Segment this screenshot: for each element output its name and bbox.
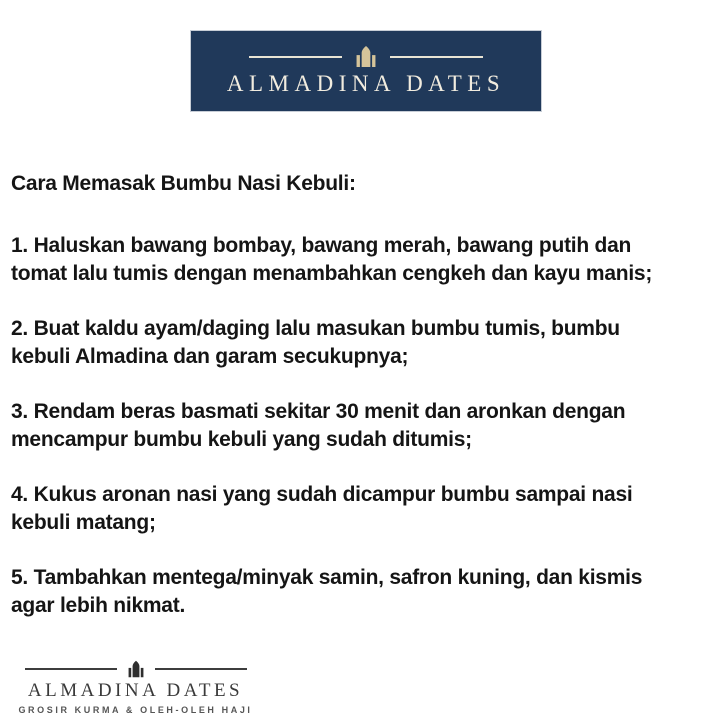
logo-ornament <box>239 45 493 68</box>
footer-brand-logo <box>17 660 254 715</box>
step-line: agar lebih nikmat. <box>11 594 186 617</box>
brand-tagline: GROSIR KURMA & OLEH-OLEH HAJI <box>18 705 253 715</box>
step-line: mencampur bumbu kebuli yang sudah ditumis; <box>11 428 472 451</box>
step-line: 4. Kukus aronan nasi yang sudah dicampur bumbu sampai nasi <box>11 483 633 506</box>
brand-name: ALMADINA DATES <box>27 680 244 701</box>
header-brand-logo <box>191 31 541 111</box>
step-1 <box>11 232 723 288</box>
step-line: 3. Rendam beras basmati sekitar 30 menit dan aronkan dengan <box>11 400 626 423</box>
step-line: 2. Buat kaldu ayam/daging lalu masukan bumbu tumis, bumbu <box>11 317 620 340</box>
logo-ornament <box>17 660 255 678</box>
step-line: kebuli matang; <box>11 511 156 534</box>
building-dome-icon <box>352 45 380 68</box>
ornament-rule-left <box>25 668 117 670</box>
ornament-rule-right <box>155 668 247 670</box>
step-4 <box>11 481 723 537</box>
step-5 <box>11 564 723 620</box>
step-line: 1. Haluskan bawang bombay, bawang merah, bawang putih dan <box>11 234 632 257</box>
ornament-rule-left <box>249 56 342 58</box>
instructions-title: Cara Memasak Bumbu Nasi Kebuli: <box>11 172 356 195</box>
brand-name: ALMADINA DATES <box>226 71 506 96</box>
ornament-rule-right <box>390 56 483 58</box>
step-2 <box>11 315 723 371</box>
step-line: kebuli Almadina dan garam secukupnya; <box>11 345 409 368</box>
building-dome-icon <box>125 660 147 678</box>
step-3 <box>11 398 723 454</box>
step-line: tomat lalu tumis dengan menambahkan cengkeh dan kayu manis; <box>11 262 653 285</box>
recipe-instructions <box>11 170 723 647</box>
step-line: 5. Tambahkan mentega/minyak samin, safron kuning, dan kismis <box>11 566 643 589</box>
